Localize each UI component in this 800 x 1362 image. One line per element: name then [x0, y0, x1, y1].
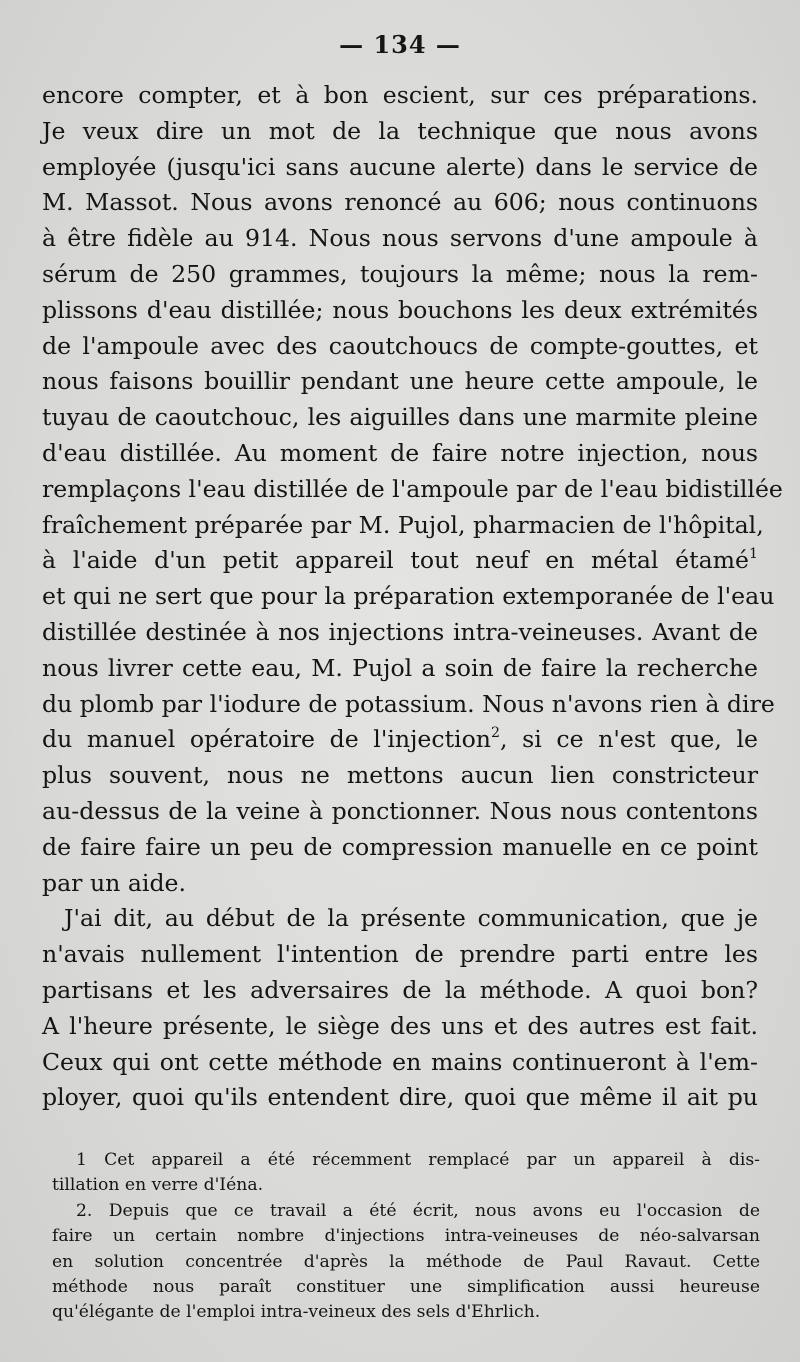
footnote-line: faire un certain nombre d'injections intra-veineuses de néo-salvarsan: [52, 1226, 760, 1247]
text-segment: , si ce n'est que, le: [500, 725, 758, 754]
body-text: [42, 78, 783, 1116]
text-line: [42, 722, 758, 758]
text-line: partisans et les adversaires de la méthode. A quoi bon?: [42, 975, 758, 1004]
text-line: J'ai dit, au début de la présente communication, que je: [64, 904, 758, 933]
text-segment: du manuel opératoire de l'injection: [42, 725, 491, 754]
footnote-line: 1 Cet appareil a été récemment remplacé par un appareil à dis-: [76, 1150, 760, 1170]
text-line: de faire faire un peu de compression manuelle en ce point: [42, 832, 758, 861]
text-line: à être fidèle au 914. Nous nous servons d'une ampoule à: [42, 224, 758, 253]
text-line: distillée destinée à nos injections intra-veineuses. Avant de: [42, 617, 758, 646]
text-segment: à l'aide d'un petit appareil tout neuf en métal étamé: [42, 546, 749, 575]
page-number: — 134 —: [339, 30, 461, 59]
text-line: employée (jusqu'ici sans aucune alerte) dans le service de: [42, 152, 758, 181]
text-line: d'eau distillée. Au moment de faire notre injection, nous: [42, 438, 758, 467]
text-line: remplaçons l'eau distillée de l'ampoule par de l'eau bidistillée: [42, 474, 783, 503]
footnote-ref-1: 1: [748, 546, 758, 563]
footnote-line: 2. Depuis que ce travail a été écrit, nous avons eu l'occasion de: [76, 1200, 760, 1221]
text-line: A l'heure présente, le siège des uns et des autres est fait.: [42, 1011, 758, 1040]
footnote-ref-2: 2: [491, 725, 501, 742]
text-line: Je veux dire un mot de la technique que nous avons: [42, 116, 758, 145]
text-line: Ceux qui ont cette méthode en mains continueront à l'em-: [42, 1047, 758, 1076]
text-line: du plomb par l'iodure de potassium. Nous n'avons rien à dire: [42, 689, 775, 718]
text-line: de l'ampoule avec des caoutchoucs de compte-gouttes, et: [42, 331, 758, 360]
footnotes: [52, 1148, 760, 1326]
footnote-line: en solution concentrée d'après la méthode de Paul Ravaut. Cette: [52, 1251, 760, 1272]
text-line: fraîchement préparée par M. Pujol, pharmacien de l'hôpital,: [42, 510, 764, 539]
text-line: n'avais nullement l'intention de prendre parti entre les: [42, 940, 758, 969]
text-line: et qui ne sert que pour la préparation extemporanée de l'eau: [42, 582, 775, 611]
footnote-line: méthode nous paraît constituer une simplification aussi heureuse: [52, 1277, 760, 1298]
text-line: sérum de 250 grammes, toujours la même; nous la rem-: [42, 259, 758, 288]
footnote-line: tillation en verre d'Iéna.: [52, 1175, 264, 1196]
footnote-line: qu'élégante de l'emploi intra-veineux des sels d'Ehrlich.: [52, 1302, 541, 1323]
text-line: au-dessus de la veine à ponctionner. Nous nous contentons: [42, 796, 758, 825]
text-line: nous faisons bouillir pendant une heure cette ampoule, le: [42, 367, 758, 396]
text-line: nous livrer cette eau, M. Pujol a soin de faire la recherche: [42, 653, 758, 682]
text-line: M. Massot. Nous avons renoncé au 606; nous continuons: [42, 188, 758, 217]
text-line: plissons d'eau distillée; nous bouchons les deux extrémités: [42, 295, 758, 324]
text-line: tuyau de caoutchouc, les aiguilles dans une marmite pleine: [42, 403, 758, 432]
text-line: par un aide.: [42, 868, 187, 897]
text-line: ployer, quoi qu'ils entendent dire, quoi que même il ait pu: [42, 1083, 758, 1112]
text-line: encore compter, et à bon escient, sur ces préparations.: [42, 81, 758, 109]
text-line: [42, 543, 758, 579]
text-line: plus souvent, nous ne mettons aucun lien constricteur: [42, 761, 758, 790]
